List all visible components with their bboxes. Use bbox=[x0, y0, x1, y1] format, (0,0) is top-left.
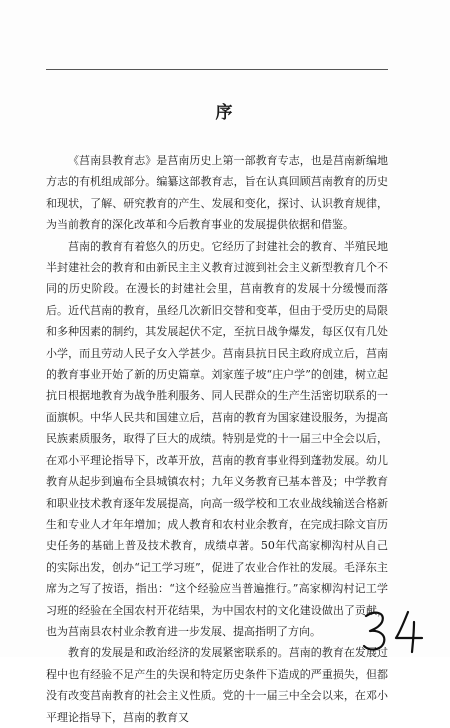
page-title: 序 bbox=[215, 103, 235, 123]
header-rule bbox=[46, 69, 388, 70]
paragraph: 《莒南县教育志》是莒南历史上第一部教育专志，也是莒南新编地方志的有机组成部分。编纂这部教育志，旨在认真回顾莒南教育的历史和现状，了解、研究教育的产生、发展和变化，探讨、认识教育规律，为当前教育的深化改革和今后教育事业的发展提供依据和借鉴。 bbox=[46, 154, 388, 232]
handwritten-page-number bbox=[356, 608, 436, 654]
handwritten-34-icon bbox=[356, 608, 436, 654]
paragraph: 莒南的教育有着悠久的历史。它经历了封建社会的教育、半殖民地半封建社会的教育和由新民主主义教育过渡到社会主义新型教育几个不同的历史阶段。在漫长的封建社会里，莒南教育的发展十分缓慢而落后。近代莒南的教育，虽经几次新旧交替和变革，但由于受历史的局限和多种因素的制约，其发展起伏不定，至抗日战争爆发，每区仅有几处小学，而且劳动人民子女入学甚少。莒南县抗日民主政府成立后，莒南的教育事业开始了新的历史篇章。刘家莲子坡“庄户学”的创建，树立起抗日根据地教育为战争胜利服务、同人民群众的生产生活密切联系的一面旗帜。中华人民共和国建立后，莒南的教育为国家建设服务，为提高民族素质服务，取得了巨大的成绩。特别是党的十一届三中全会以后，在邓小平理论指导下，改革开放，莒南的教育事业得到蓬勃发展。幼儿教育从起步到遍布全县城镇农村；九年义务教育已基本普及；中学教育和职业技术教育逐年发展提高，向高一级学校和工农业战线输送合格新生和专业人才年年增加；成人教育和农村业余教育，在完成扫除文盲历史任务的基础上普及技术教育，成绩卓著。50年代高家柳沟村从自己的实际出发，创办“记工学习班”，促进了农业合作社的发展。毛泽东主席为之写了按语，指出：“这个经验应当普遍推行。”高家柳沟村记工学习班的经验在全国农村开花结果，为中国农村的文化建设做出了贡献，也为莒南县农村业余教育进一步发展、提高指明了方向。 bbox=[46, 239, 388, 638]
paragraph: 教育的发展是和政治经济的发展紧密联系的。莒南的教育在发展过程中也有经验不足产生的失误和特定历史条件下造成的严重损失，但都没有改变莒南教育的社会主义性质。党的十一届三中全会以来，在邓小平理论指导下，莒南的教育又 bbox=[46, 646, 388, 724]
body-text bbox=[46, 150, 388, 728]
